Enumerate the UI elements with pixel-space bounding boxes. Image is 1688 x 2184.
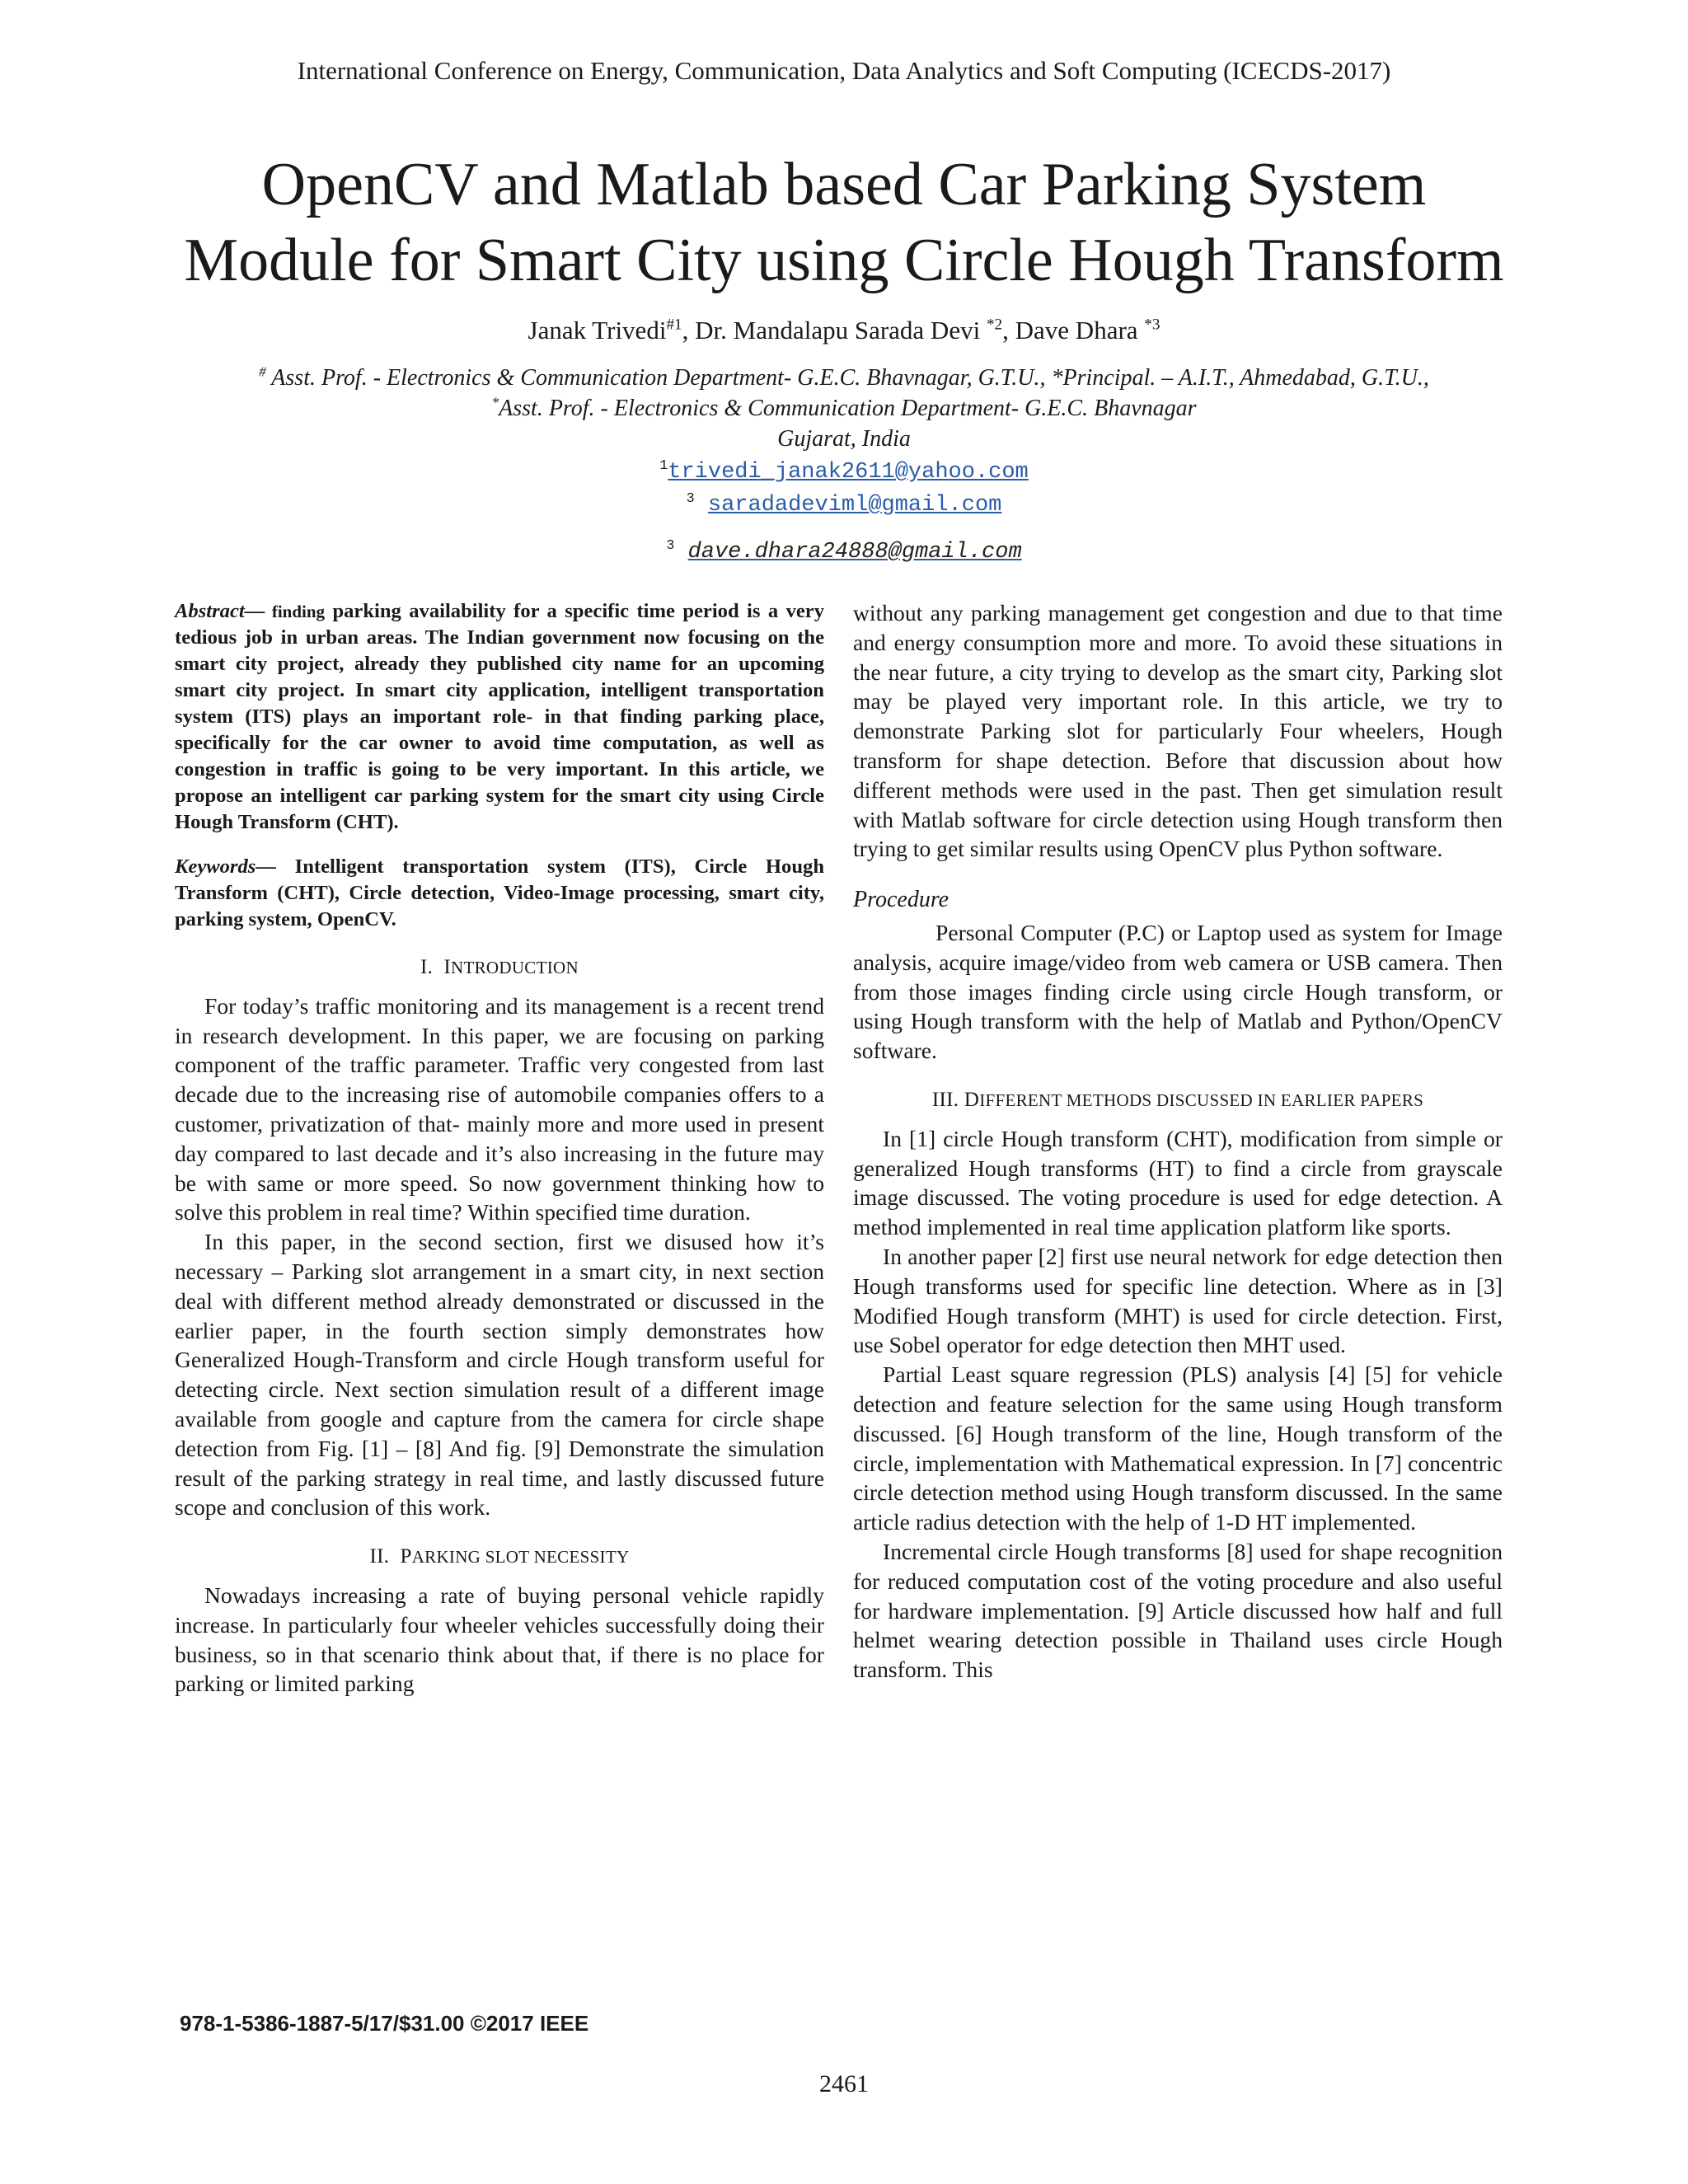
section-1-paragraph-1: For today’s traffic monitoring and its management is a recent trend in research development. In this paper, we are focusing on parking component of the traffic parameter. Traffic very congested from last decade due to the increasing rise of automobile companies offers to a customer, privatization of that- mainly more and more used in present day compared to last decade and it’s also increasing in the future may be with same or more speed. So now government thinking how to solve this problem in real time? Within specified time duration.: [175, 992, 824, 1226]
procedure-heading: Procedure: [853, 887, 950, 913]
left-column: [175, 598, 824, 1699]
abstract: [175, 598, 824, 836]
affiliation-line-1: [0, 365, 1688, 391]
section-2-number: II.: [369, 1545, 390, 1568]
affiliation-location: Gujarat, India: [777, 426, 911, 452]
section-3-title-rest: IFFERENT METHODS DISCUSSED IN EARLIER PAPERS: [979, 1090, 1424, 1110]
section-3-initial: D: [964, 1088, 980, 1111]
keywords-label: Keywords—: [175, 855, 276, 878]
affiliation-1-marker: #: [259, 363, 266, 380]
paper-title-line-1: OpenCV and Matlab based Car Parking System: [261, 151, 1427, 218]
keywords-body: Intelligent transportation system (ITS), Circle Hough Transform (CHT), Circle detection, Video-Image processing, smart city, parking system, OpenCV.: [175, 855, 824, 930]
author-3-marker: *3: [1144, 316, 1160, 334]
affiliation-1-text: Asst. Prof. - Electronics & Communication Department- G.E.C. Bhavnagar, G.T.U., *Principal. – A.I.T., Ahmedabad, G.T.U.,: [265, 365, 1429, 391]
section-2-paragraph-1-continued: without any parking management get congestion and due to that time and energy consumption more and more. To avoid these situations in the near future, a city trying to develop as the smart city, Parking slot may be played very important role. In this article, we try to demonstrate Parking slot for particularly Four wheelers, Hough transform for shape detection. Before that discussion about how different methods were used in the past. Then get simulation result with Matlab software for circle detection using Hough transform then trying to get similar results using OpenCV plus Python software.: [853, 600, 1503, 862]
author-3: , Dave Dhara: [1002, 316, 1145, 344]
conference-header: International Conference on Energy, Communication, Data Analytics and Soft Computing (ICECDS-2017): [297, 56, 1391, 85]
section-3-number: III.: [931, 1088, 959, 1111]
abstract-body: parking availability for a specific time period is a very tedious job in urban areas. The Indian government now focusing on the smart city project, already they published city name for an upcoming smart city project. In smart city application, intelligent transportation system (ITS) plays an important role- in that finding parking place, specifically for the car owner to avoid time computation, as well as congestion in traffic is going to be very important. In this article, we propose an intelligent car parking system for the smart city using Circle Hough Transform (CHT).: [175, 600, 824, 833]
affiliation-line-2: [0, 396, 1688, 422]
email-line-3: [0, 540, 1688, 565]
procedure-paragraph: Personal Computer (P.C) or Laptop used as system for Image analysis, acquire image/video from web camera or USB camera. Then from those images finding circle using circle Hough transform, or using Hough transform with the help of Matlab and Python/OpenCV software.: [853, 919, 1503, 1064]
section-1-title-rest: NTRODUCTION: [450, 958, 579, 977]
email-3-text: dave.dhara24888@gmail.com: [687, 540, 1022, 565]
email-3-marker: 3: [666, 538, 675, 554]
author-1: Janak Trivedi: [528, 316, 667, 344]
footer-isbn: 978-1-5386-1887-5/17/$31.00 ©2017 IEEE: [180, 2011, 589, 2036]
email-1-marker: 1: [659, 458, 668, 474]
email-link-1[interactable]: trivedi_janak2611@yahoo.com: [668, 460, 1029, 485]
author-2-marker: *2: [986, 316, 1003, 334]
page-number: 2461: [819, 2070, 869, 2097]
section-2-initial: P: [400, 1545, 412, 1568]
abstract-label: Abstract—: [175, 600, 265, 622]
author-2: , Dr. Mandalapu Sarada Devi: [682, 316, 987, 344]
author-1-marker: #1: [666, 316, 682, 334]
section-1-heading: [175, 953, 824, 983]
email-2-marker: 3: [686, 491, 695, 507]
abstract-first-word: finding: [265, 602, 326, 621]
author-list: [0, 316, 1688, 345]
section-1-number: I.: [420, 956, 434, 978]
section-1-initial: I: [443, 956, 451, 978]
section-1-paragraph-2: In this paper, in the second section, first we disused how it’s necessary – Parking slot arrangement in a smart city, in next section deal with different method already demonstrated or discussed in the earlier paper, in the fourth section simply demonstrates how Generalized Hough-Transform and circle Hough transform useful for detecting circle. Next section simulation result of a different image available from google and capture from the camera for circle shape detection from Fig. [1] – [8] And fig. [9] Demonstrate the simulation result of the parking strategy in real time, and lastly discussed future scope and conclusion of this work.: [175, 1229, 824, 1521]
section-3-paragraph-2: In another paper [2] first use neural network for edge detection then Hough transforms used for specific line detection. Where as in [3] Modified Hough transform (MHT) is used for circle detection. First, use Sobel operator for edge detection then MHT used.: [853, 1243, 1503, 1358]
right-column: [853, 598, 1503, 1685]
email-line-1: [0, 460, 1688, 485]
section-3-paragraph-1: In [1] circle Hough transform (CHT), modification from simple or generalized Hough transforms (HT) to find a circle from grayscale image discussed. The voting procedure is used for edge detection. A method implemented in real time application platform like sports.: [853, 1125, 1503, 1240]
paper-title-line-2: Module for Smart City using Circle Hough Transform: [184, 227, 1504, 294]
affiliation-2-marker: *: [491, 394, 499, 410]
section-3-paragraph-4: Incremental circle Hough transforms [8] used for shape recognition for reduced computation cost of the voting procedure and also useful for hardware implementation. [9] Article discussed how half and full helmet wearing detection possible in Thailand uses circle Hough transform. This: [853, 1538, 1503, 1683]
keywords: [175, 854, 824, 933]
email-link-2[interactable]: saradadeviml@gmail.com: [707, 493, 1002, 518]
section-2-heading: [175, 1542, 824, 1572]
section-3-heading: [853, 1085, 1503, 1116]
affiliation-2-text: Asst. Prof. - Electronics & Communication Department- G.E.C. Bhavnagar: [499, 396, 1197, 421]
section-2-paragraph-1: Nowadays increasing a rate of buying personal vehicle rapidly increase. In particularly four wheeler vehicles successfully doing their business, so in that scenario think about that, if there is no place for parking or limited parking: [175, 1582, 824, 1697]
section-3-paragraph-3: Partial Least square regression (PLS) analysis [4] [5] for vehicle detection and feature selection for the same using Hough transform discussed. [6] Hough transform of the line, Hough transform of the circle, implementation with Mathematical expression. In [7] concentric circle detection method using Hough transform discussed. In the same article radius detection with the help of 1-D HT implemented.: [853, 1361, 1503, 1535]
email-line-2: [0, 493, 1688, 518]
section-2-title-rest: ARKING SLOT NECESSITY: [411, 1547, 630, 1568]
email-link-3[interactable]: [688, 540, 1022, 565]
